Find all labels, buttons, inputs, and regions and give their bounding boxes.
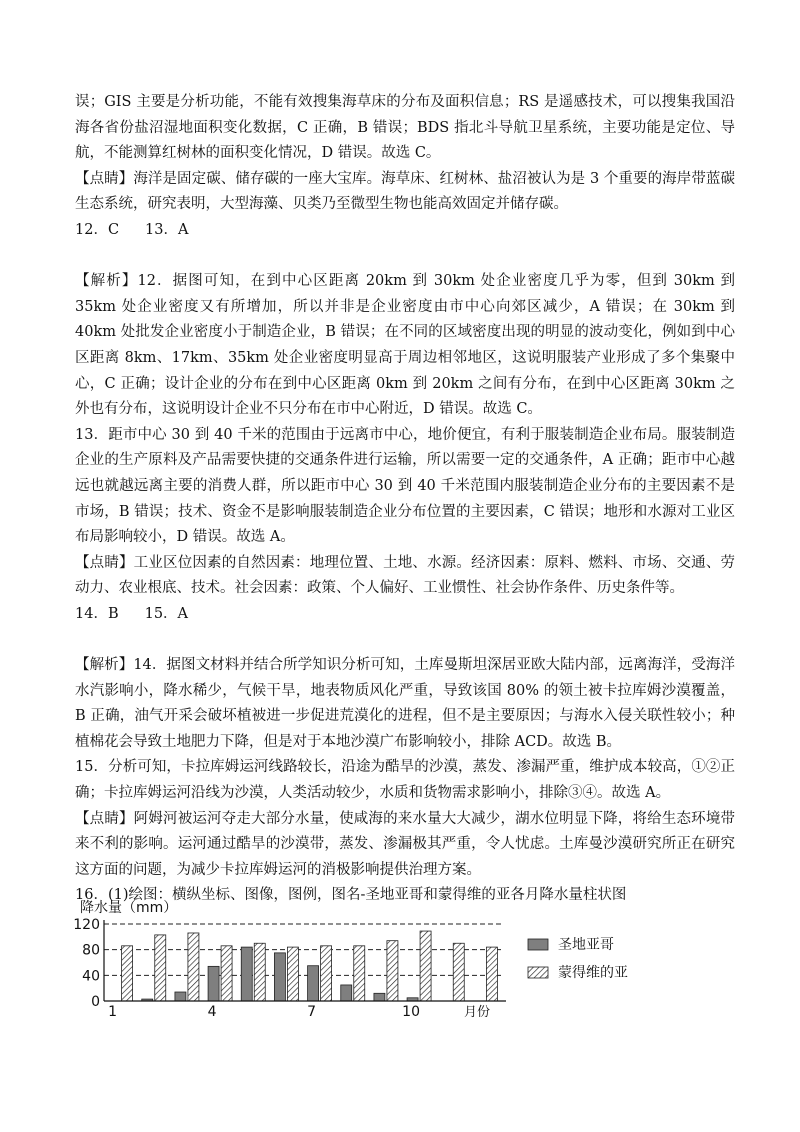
x-tick-labels [108,1004,420,1020]
x-tick-label: 4 [207,1004,217,1020]
bar-santiago [341,985,352,1001]
spacer [75,627,735,653]
x-tick-label: 1 [108,1004,118,1020]
paragraph-gis: 误；GIS 主要是分析功能，不能有效搜集海草床的分布及面积信息；RS 是遥感技术，可以搜集我国沿海各省份盐沼湿地面积变化数据，C 正确，B 错误；BDS 指北斗导航卫星系统，主要功能是定位、导航，不能测算红树林的面积变化情况，D 错误。故选 C。 [75,94,735,162]
bar-santiago [241,947,252,1001]
answer-13: 13．A [145,221,189,238]
bar-santiago [175,992,186,1001]
answers-14-15 [75,602,735,628]
legend-swatch [528,939,548,950]
answer-14: 14．B [75,605,119,622]
legend [528,936,628,981]
bar-montevideo [321,946,332,1001]
document-body [75,90,735,909]
bar-montevideo [254,943,265,1001]
y-tick-label: 40 [82,968,100,985]
y-tick-label: 80 [82,942,100,959]
bar-montevideo [188,933,199,1001]
bar-santiago [308,966,319,1001]
x-tick-label: 10 [402,1004,420,1020]
y-axis-label: 降水量（mm） [80,900,178,916]
bar-montevideo [486,947,497,1001]
bar-montevideo [122,946,133,1001]
precipitation-bar-chart [73,898,676,1028]
x-axis-label: 月份 [464,1005,491,1020]
paragraph-note-ocean: 【点睛】海洋是固定碳、储存碳的一座大宝库。海草床、红树林、盐沼被认为是 3 个重要的海岸带蓝碳生态系统，研究表明，大型海藻、贝类乃至微型生物也能高效固定并储存碳。 [75,170,735,213]
bar-montevideo [387,941,398,1001]
paragraph-analysis-12: 【解析】12．据图可知，在到中心区距离 20km 到 30km 处企业密度几乎为零，但到 30km 到 35km 处企业密度又有所增加，所以并非是企业密度由市中心向郊区减少，A 错误；在 30km 到 40km 处批发企业密度小于制造企业，B 错误；在不同的区域密度出现的明显的波动变化，例如到中心区距离 8km、17km、35km 处企业密度明显高于周边相邻地区，这说明服装产业形成了多个集聚中心，C 正确；设计企业的分布在到中心区距离 0km 到 20km 之间有分布，在到中心区距离 30km 之外也有分布，这说明设计企业不只分布在市中心附近，D 错误。故选 C。 [75,273,735,418]
spacer [75,244,735,270]
y-tick-labels [73,917,100,1010]
paragraph-question-16: 16．(1)绘图：横纵坐标、图像，图例，图名-圣地亚哥和蒙得维的亚各月降水量柱状图 [75,887,627,904]
bars [122,931,498,1001]
paragraph-analysis-14: 【解析】14．据图文材料并结合所学知识分析可知，土库曼斯坦深居亚欧大陆内部，远离海洋，受海洋水汽影响小，降水稀少，气候干旱，地表物质风化严重，导致该国 80% 的领土被卡拉库姆沙漠覆盖，B 正确，油气开采会破坏植被进一步促进荒漠化的进程，但不是主要原因；与海水入侵关联性较小；种植棉花会导致土地肥力下降，但是对于本地沙漠广布影响较小，排除 ACD。故选 B。 [75,657,735,750]
bar-montevideo [287,947,298,1001]
bar-montevideo [155,935,166,1001]
legend-label: 蒙得维的亚 [558,965,628,981]
legend-swatch [528,967,548,978]
x-tick-label: 7 [307,1004,317,1020]
bar-santiago [208,966,219,1001]
bar-montevideo [221,946,232,1001]
bar-montevideo [420,931,431,1001]
bar-santiago [274,953,285,1001]
y-tick-label: 120 [73,917,100,933]
bar-santiago [374,993,385,1001]
paragraph-analysis-15: 15．分析可知，卡拉库姆运河线路较长，沿途为酷旱的沙漠，蒸发、渗漏严重，维护成本较高，①②正确；卡拉库姆运河沿线为沙漠，人类活动较少，水质和货物需求影响小，排除③④。故选 A。 [75,759,735,802]
answer-15: 15．A [144,605,189,622]
answer-12: 12．C [75,221,120,238]
paragraph-note-industry: 【点睛】工业区位因素的自然因素：地理位置、土地、水源。经济因素：原料、燃料、市场、交通、劳动力、农业根底、技术。社会因素：政策、个人偏好、工业惯性、社会协作条件、历史条件等。 [75,554,735,597]
legend-label: 圣地亚哥 [558,937,614,953]
answers-12-13 [75,218,735,244]
paragraph-note-canal: 【点睛】阿姆河被运河夺走大部分水量，使咸海的来水量大大减少，湖水位明显下降，将给生态环境带来不利的影响。运河通过酷旱的沙漠带，蒸发、渗漏极其严重，令人忧虑。土库曼沙漠研究所正在研究这方面的问题，为减少卡拉库姆运河的消极影响提供治理方案。 [75,810,735,878]
bar-montevideo [354,946,365,1001]
paragraph-analysis-13: 13．距市中心 30 到 40 千米的范围由于远离市中心，地价便宜，有利于服装制造企业布局。服装制造企业的生产原料及产品需要快捷的交通条件进行运输，所以需要一定的交通条件，A 正确；距市中心越远也就越远离主要的消费人群，所以距市中心 30 到 40 千米范围内服装制造企业分布的主要因素不是市场，B 错误；技术、资金不是影响服装制造企业分布位置的主要因素，C 错误；地形和水源对工业区布局影响较小，D 错误。故选 A。 [75,426,735,546]
bar-montevideo [453,943,464,1001]
y-tick-label: 0 [91,994,100,1010]
